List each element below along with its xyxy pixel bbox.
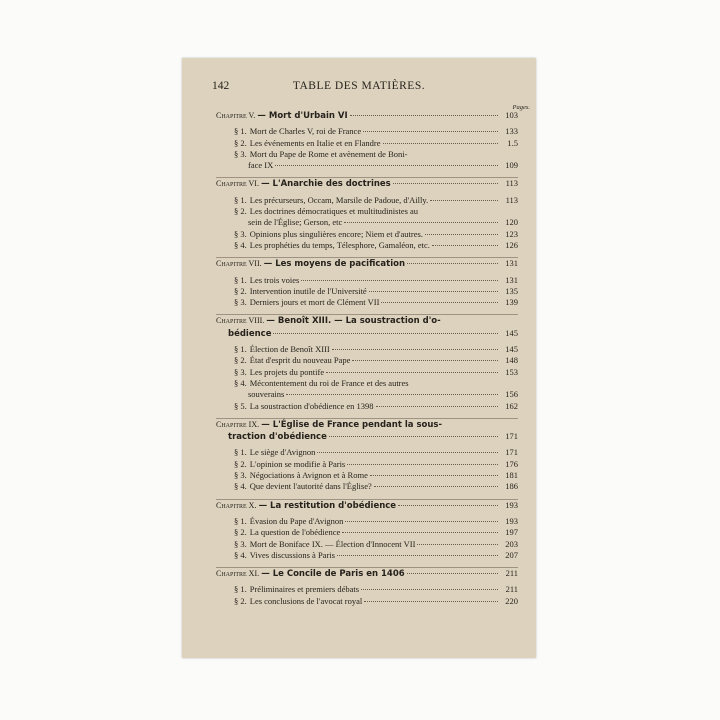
section-title: Mécontentement du roi de France et des autres (249, 377, 409, 388)
section-page: 1.5 (507, 137, 518, 148)
section-number: § 4. (234, 377, 247, 388)
section-title: Intervention inutile de l'Université (249, 285, 367, 296)
dot-leader (363, 131, 498, 132)
chapter-label: Chapitre XI. (216, 569, 260, 579)
chapter-title-line (216, 110, 518, 122)
section-line (216, 297, 518, 308)
chapter-title-line (216, 315, 518, 327)
dot-leader (347, 464, 498, 465)
section-page: 207 (505, 549, 518, 560)
section-line (216, 217, 518, 228)
section-line (216, 584, 518, 595)
chapter-heading (216, 499, 518, 514)
chapter-title: — L'Église de France pendant la sous- (261, 419, 442, 430)
section-line (216, 240, 518, 251)
dot-leader (407, 263, 498, 264)
section-page: 135 (505, 285, 518, 296)
chapter-label: Chapitre VII. (216, 259, 262, 269)
dot-leader (361, 589, 498, 590)
dot-leader (273, 333, 498, 334)
section-number: § 1. (234, 584, 247, 595)
dot-leader (364, 601, 498, 602)
section-line (216, 447, 518, 458)
chapter-page: 113 (505, 178, 518, 189)
section-number: § 3. (234, 538, 247, 549)
section-number: § 2. (234, 285, 247, 296)
section-title: sein de l'Église; Gerson, etc (248, 217, 343, 228)
section-line (216, 275, 518, 286)
chapter-entry (216, 418, 518, 493)
section-number: § 3. (234, 297, 247, 308)
chapter-entry (216, 499, 518, 561)
dot-leader (383, 143, 499, 144)
section-page: 120 (505, 217, 518, 228)
dot-leader (301, 280, 498, 281)
chapter-title-continued: bédience (228, 328, 272, 339)
section-page: 139 (505, 297, 518, 308)
section-title: État d'esprit du nouveau Pape (249, 355, 351, 366)
section-title: Mort de Boniface IX. — Élection d'Innocent VII (249, 538, 416, 549)
section-number: § 1. (234, 344, 247, 355)
section-title: Préliminaires et premiers débats (249, 584, 360, 595)
section-number: § 2. (234, 137, 247, 148)
section-title: Vives discussions à Paris (249, 549, 335, 560)
chapter-title-continued: traction d'obédience (228, 432, 327, 443)
section-page: 123 (505, 228, 518, 239)
dot-leader (393, 183, 498, 184)
chapter-title: — Les moyens de pacification (263, 259, 406, 270)
chapter-title: — La restitution d'obédience (258, 500, 397, 511)
section-number: § 5. (234, 400, 247, 411)
chapter-page: 211 (505, 568, 518, 579)
chapter-title-continuation-line (216, 328, 518, 340)
section-line (216, 286, 518, 297)
section-title: Mort du Pape de Rome et avènement de Boni- (249, 148, 408, 159)
section-page: 186 (505, 481, 518, 492)
section-line (216, 389, 518, 400)
book-page (182, 58, 536, 658)
dot-leader (407, 573, 498, 574)
section-page: 220 (505, 595, 518, 606)
section-line (216, 527, 518, 538)
section-line (216, 539, 518, 550)
chapter-label: Chapitre IX. (216, 419, 260, 429)
section-page: 113 (505, 194, 518, 205)
dot-leader (370, 475, 498, 476)
dot-leader (317, 452, 498, 453)
section-page: 162 (505, 400, 518, 411)
section-line (216, 550, 518, 561)
section-line (216, 229, 518, 240)
section-title: Négociations à Avignon et à Rome (249, 470, 368, 481)
section-line (216, 355, 518, 366)
section-number: § 1. (234, 194, 247, 205)
chapter-label: Chapitre V. (216, 111, 256, 120)
section-number: § 2. (234, 355, 247, 366)
section-line (216, 367, 518, 378)
chapter-page: 131 (505, 258, 518, 269)
chapter-title: — Mort d'Urbain VI (257, 111, 348, 121)
section-page: 133 (505, 126, 518, 137)
chapter-heading (216, 567, 518, 582)
chapter-entry (216, 110, 518, 171)
chapter-title-continuation-line (216, 431, 518, 443)
dot-leader (425, 234, 498, 235)
section-number: § 2. (234, 595, 247, 606)
section-title: Derniers jours et mort de Clément VII (249, 297, 380, 308)
dot-leader (430, 200, 498, 201)
section-page: 156 (505, 389, 518, 400)
chapter-heading (216, 110, 518, 124)
section-page: 131 (505, 274, 518, 285)
section-line (216, 344, 518, 355)
section-line (216, 470, 518, 481)
chapter-title-line (216, 178, 518, 190)
section-title: souverains (248, 389, 285, 400)
chapter-label: Chapitre VI. (216, 179, 259, 189)
section-page: 181 (505, 470, 518, 481)
chapter-title: — Benoît XIII. — La soustraction d'o- (266, 316, 441, 327)
section-page: 197 (505, 527, 518, 538)
section-title: Les précurseurs, Occam, Marsile de Padoue, d'Ailly. (249, 194, 429, 205)
chapter-page: 145 (505, 327, 518, 338)
dot-leader (398, 505, 498, 506)
section-title: Les prophéties du temps, Télesphore, Gamaléon, etc. (249, 239, 430, 250)
chapter-heading (216, 314, 518, 342)
chapter-title-line (216, 500, 518, 512)
section-title: Les projets du pontife (249, 366, 325, 377)
section-title: Les trois voies (249, 274, 300, 285)
chapter-page: 193 (505, 499, 518, 510)
section-number: § 4. (234, 549, 247, 560)
chapter-heading (216, 177, 518, 192)
chapter-page: 103 (505, 110, 518, 120)
chapter-title: — Le Concile de Paris en 1406 (261, 569, 405, 580)
section-page: 171 (505, 447, 518, 458)
section-title: Les conclusions de l'avocat royal (249, 595, 363, 606)
table-of-contents (216, 110, 518, 613)
dot-leader (326, 372, 498, 373)
section-title: Opinions plus singulières encore; Niem et d'autres. (249, 228, 423, 239)
section-line (216, 481, 518, 492)
section-line (216, 138, 518, 149)
section-line (216, 160, 518, 171)
section-number: § 1. (234, 515, 247, 526)
section-line (216, 126, 518, 137)
chapter-title-line (216, 419, 518, 431)
section-title: Mort de Charles V, roi de France (249, 126, 362, 137)
section-line (216, 516, 518, 527)
section-title: Le siège d'Avignon (249, 447, 316, 458)
chapter-title: — L'Anarchie des doctrines (261, 179, 391, 190)
section-number: § 2. (234, 206, 247, 217)
dot-leader (337, 555, 498, 556)
section-number: § 2. (234, 527, 247, 538)
section-line (216, 401, 518, 412)
section-page: 153 (505, 366, 518, 377)
section-page: 148 (505, 355, 518, 366)
section-line (216, 459, 518, 470)
section-line (216, 596, 518, 607)
chapter-label: Chapitre VIII. (216, 316, 265, 326)
dot-leader (417, 544, 498, 545)
chapter-title-line (216, 258, 518, 270)
chapter-entry (216, 257, 518, 308)
section-title: Que devient l'autorité dans l'Église? (249, 481, 372, 492)
section-page: 203 (505, 538, 518, 549)
section-number: § 3. (234, 366, 247, 377)
dot-leader (369, 291, 498, 292)
chapter-heading (216, 257, 518, 272)
dot-leader (275, 165, 498, 166)
section-title: L'opinion se modifie à Paris (249, 458, 346, 469)
section-page: 193 (505, 515, 518, 526)
section-number: § 2. (234, 458, 247, 469)
section-page: 176 (505, 458, 518, 469)
dot-leader (332, 349, 498, 350)
section-page: 109 (505, 160, 518, 171)
chapter-label: Chapitre X. (216, 500, 257, 510)
section-number: § 1. (234, 126, 247, 137)
section-title: Élection de Benoît XIII (249, 344, 330, 355)
chapter-entry (216, 314, 518, 411)
section-page: 211 (505, 584, 518, 595)
dot-leader (432, 245, 498, 246)
chapter-heading (216, 418, 518, 446)
dot-leader (345, 521, 498, 522)
section-line (216, 195, 518, 206)
chapter-page: 171 (505, 431, 518, 442)
section-number: § 3. (234, 148, 247, 159)
section-line (216, 149, 518, 160)
section-number: § 3. (234, 470, 247, 481)
dot-leader (381, 302, 498, 303)
section-line (216, 378, 518, 389)
section-number: § 4. (234, 239, 247, 250)
section-title: La question de l'obédience (249, 527, 341, 538)
section-line (216, 206, 518, 217)
dot-leader (350, 115, 498, 116)
section-title: Évasion du Pape d'Avignon (249, 515, 344, 526)
chapter-title-line (216, 568, 518, 580)
section-title: La soustraction d'obédience en 1398 (249, 400, 374, 411)
dot-leader (344, 222, 498, 223)
dot-leader (376, 406, 498, 407)
dot-leader (329, 436, 498, 437)
section-title: face IX (248, 160, 274, 171)
section-number: § 3. (234, 228, 247, 239)
chapter-entry (216, 567, 518, 607)
page-number: 142 (212, 80, 230, 92)
dot-leader (352, 360, 498, 361)
chapter-entry (216, 177, 518, 251)
section-title: Les doctrines démocratiques et multitudinistes au (249, 206, 419, 217)
section-number: § 1. (234, 447, 247, 458)
running-title: TABLE DES MATIÈRES. (292, 80, 426, 92)
section-title: Les événements en Italie et en Flandre (249, 137, 381, 148)
section-number: § 1. (234, 274, 247, 285)
dot-leader (374, 486, 498, 487)
section-page: 145 (505, 344, 518, 355)
section-page: 126 (505, 239, 518, 250)
dot-leader (286, 394, 498, 395)
section-number: § 4. (234, 481, 247, 492)
pages-column-label: Pages. (512, 104, 530, 111)
dot-leader (342, 532, 498, 533)
